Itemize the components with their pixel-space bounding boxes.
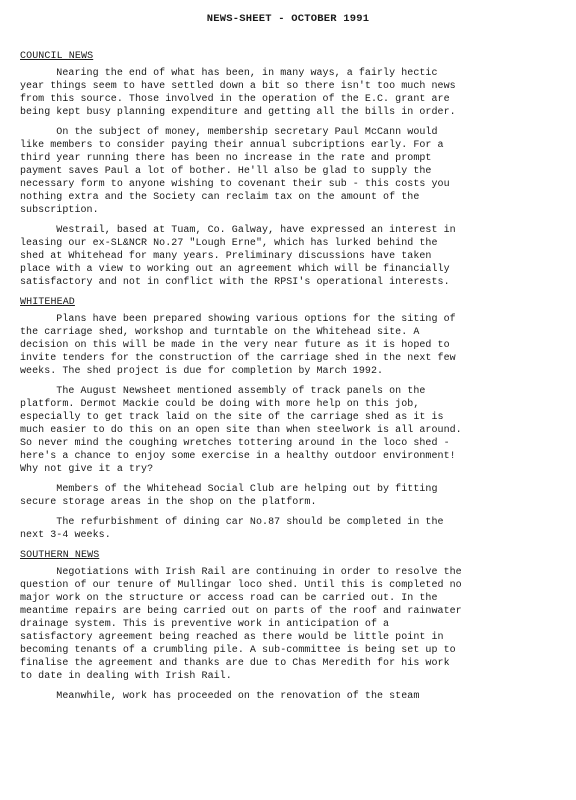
paragraph [20, 126, 563, 217]
text-line: becoming tenants of a crumbling pile. A sub-committee is being set up to [20, 645, 456, 656]
text-line: year things seem to have settled down a bit so there isn't too much news [20, 81, 456, 92]
text-line: Why not give it a try? [20, 464, 154, 475]
section-whitehead [20, 296, 563, 542]
section-heading: WHITEHEAD [20, 297, 75, 308]
paragraph [20, 313, 563, 378]
text-line: The refurbishment of dining car No.87 should be completed in the [20, 517, 444, 528]
text-line: question of our tenure of Mullingar loco shed. Until this is completed no [20, 580, 462, 591]
text-line: finalise the agreement and thanks are due to Chas Meredith for his work [20, 658, 450, 669]
text-line: Nearing the end of what has been, in many ways, a fairly hectic [20, 68, 438, 79]
text-line: So never mind the coughing wretches tottering around in the loco shed - [20, 438, 450, 449]
text-line: especially to get track laid on the site of the carriage shed as it is [20, 412, 444, 423]
text-line: shed at Whitehead for many years. Preliminary discussions have taken [20, 251, 432, 262]
text-line: leasing our ex-SL&NCR No.27 "Lough Erne", which has lurked behind the [20, 238, 438, 249]
text-line: being kept busy planning expenditure and getting all the bills in order. [20, 107, 456, 118]
text-line: The August Newsheet mentioned assembly of track panels on the [20, 386, 426, 397]
text-line: major work on the structure or access road can be carried out. In the [20, 593, 438, 604]
page-title: NEWS-SHEET - OCTOBER 1991 [206, 13, 370, 25]
text-line: Plans have been prepared showing various options for the siting of [20, 314, 456, 325]
paragraph [20, 516, 563, 542]
text-line: place with a view to working out an agreement which will be financially [20, 264, 450, 275]
text-line: much easier to do this on an open site than when steelwork is all around. [20, 425, 462, 436]
paragraph [20, 385, 563, 476]
paragraph [20, 483, 563, 509]
text-line: secure storage areas in the shop on the platform. [20, 497, 317, 508]
text-line: satisfactory agreement being reached as there would be little point in [20, 632, 444, 643]
text-line: necessary form to anyone wishing to covenant their sub - this costs you [20, 179, 450, 190]
text-line: nothing extra and the Society can reclaim tax on the amount of the [20, 192, 420, 203]
text-line: invite tenders for the construction of the carriage shed in the next few [20, 353, 456, 364]
section-heading: SOUTHERN NEWS [20, 550, 100, 561]
text-line: to date in dealing with Irish Rail. [20, 671, 232, 682]
text-line: weeks. The shed project is due for completion by March 1992. [20, 366, 384, 377]
text-line: payment saves Paul a lot of bother. He'll also be glad to supply the [20, 166, 432, 177]
text-line: decision on this will be made in the very near future as it is hoped to [20, 340, 450, 351]
paragraph [20, 690, 563, 703]
text-line: the carriage shed, workshop and turntable on the Whitehead site. A [20, 327, 420, 338]
paragraph [20, 67, 563, 119]
text-line: subscription. [20, 205, 99, 216]
paragraph [20, 224, 563, 289]
text-line: here's a chance to enjoy some exercise in a healthy outdoor environment! [20, 451, 456, 462]
text-line: third year running there has been no increase in the rate and prompt [20, 153, 432, 164]
text-line: meantime repairs are being carried out on parts of the roof and rainwater [20, 606, 462, 617]
section-council-news [20, 50, 563, 289]
text-line: next 3-4 weeks. [20, 530, 111, 541]
section-southern-news [20, 549, 563, 703]
document-body [20, 50, 563, 710]
text-line: from this source. Those involved in the operation of the E.C. grant are [20, 94, 450, 105]
text-line: Westrail, based at Tuam, Co. Galway, have expressed an interest in [20, 225, 456, 236]
text-line: Negotiations with Irish Rail are continuing in order to resolve the [20, 567, 462, 578]
section-heading: COUNCIL NEWS [20, 51, 94, 62]
paragraph [20, 566, 563, 683]
text-line: like members to consider paying their annual subcriptions early. For a [20, 140, 444, 151]
text-line: Meanwhile, work has proceeded on the renovation of the steam [20, 691, 420, 702]
text-line: drainage system. This is preventive work in anticipation of a [20, 619, 390, 630]
text-line: Members of the Whitehead Social Club are helping out by fitting [20, 484, 438, 495]
text-line: platform. Dermot Mackie could be doing with more help on this job, [20, 399, 420, 410]
text-line: satisfactory and not in conflict with the RPSI's operational interests. [20, 277, 450, 288]
text-line: On the subject of money, membership secretary Paul McCann would [20, 127, 438, 138]
